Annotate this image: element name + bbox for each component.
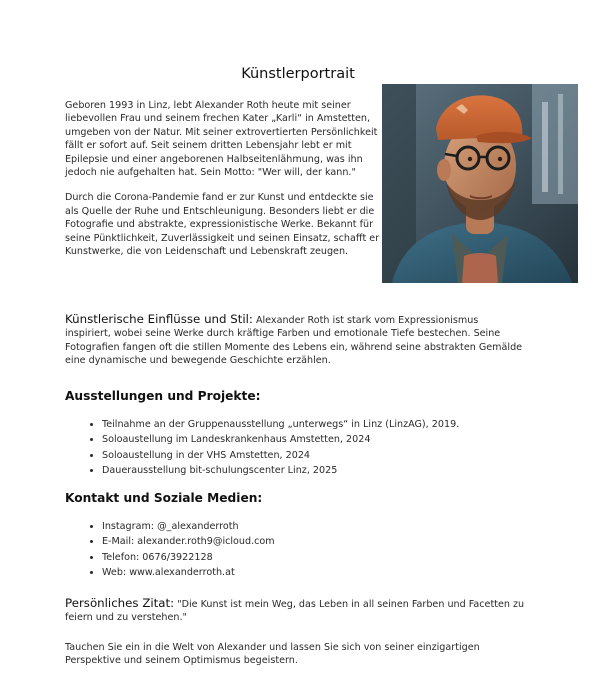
quote-lead: Persönliches Zitat: (65, 596, 175, 610)
quote-text: "Die Kunst ist mein Weg, das Leben in all seinen Farben und Facetten zu feiern und zu verstehen." (65, 599, 525, 624)
contact-web: • Web: www.alexanderroth.at (102, 565, 572, 580)
portrait-illustration (382, 84, 578, 283)
list-item: • Dauerausstellung bit-schulungscenter Linz, 2025 (102, 463, 572, 478)
contact-email: • E-Mail: alexander.roth9@icloud.com (102, 534, 572, 549)
contact-heading: Kontakt und Soziale Medien: (65, 491, 263, 505)
exhibitions-heading: Ausstellungen und Projekte: (65, 389, 261, 403)
exhibitions-list (65, 417, 572, 479)
contact-phone: • Telefon: 0676/3922128 (102, 550, 572, 565)
intro-paragraph-2: Durch die Corona-Pandemie fand er zur Kunst und entdeckte sie als Quelle der Ruhe und Entschleunigung. Besonders liebt er die Fotografie und abstrakte, expressionistische Werke. Bekannt für seine Pünktlichkeit, Zuverlässigkeit und seinen Einsatz, schafft er Kunstwerke, die von Leidenschaft und Lebenskraft zeugen. (65, 192, 380, 258)
artist-portrait-photo (382, 84, 578, 283)
influence-text: Alexander Roth ist stark vom Expressionismus inspiriert, wobei seine Werke durch kräftige Farben und emotionale Tiefe bestechen. Seine Fotografien fangen oft die stillen Momente des Lebens ein, während seine abstrakten Gemälde eine dynamische und bewegende Geschichte erzählen. (65, 315, 523, 367)
influence-lead: Künstlerische Einflüsse und Stil: (65, 312, 253, 326)
contact-list (65, 519, 572, 581)
list-item: • Soloaustellung in der VHS Amstetten, 2024 (102, 448, 572, 463)
quote-section (65, 597, 535, 625)
intro-text (65, 99, 381, 270)
contact-instagram: • Instagram: @_alexanderroth (102, 519, 572, 534)
list-item: • Teilnahme an der Gruppenausstellung „unterwegs“ in Linz (LinzAG), 2019. (102, 417, 572, 432)
intro-paragraph-1: Geboren 1993 in Linz, lebt Alexander Roth heute mit seiner liebevollen Frau und seinem frechen Kater „Karli“ in Amstetten, umgeben von der Natur. Mit seiner extrovertierten Persönlichkeit fällt er sofort auf. Seit seinem dritten Lebensjahr lebt er mit Epilepsie und einer angeborenen Halbseitenlähmung, was ihn jedoch nie aufgehalten hat. Sein Motto: "Wer will, der kann." (65, 100, 378, 179)
influence-section (65, 313, 525, 368)
closing-text: Tauchen Sie ein in die Welt von Alexander und lassen Sie sich von seiner einzigartigen Perspektive und seinem Optimismus begeistern. (65, 642, 480, 667)
page-title: Künstlerportrait (241, 66, 355, 82)
list-item: • Soloaustellung im Landeskrankenhaus Amstetten, 2024 (102, 432, 572, 447)
